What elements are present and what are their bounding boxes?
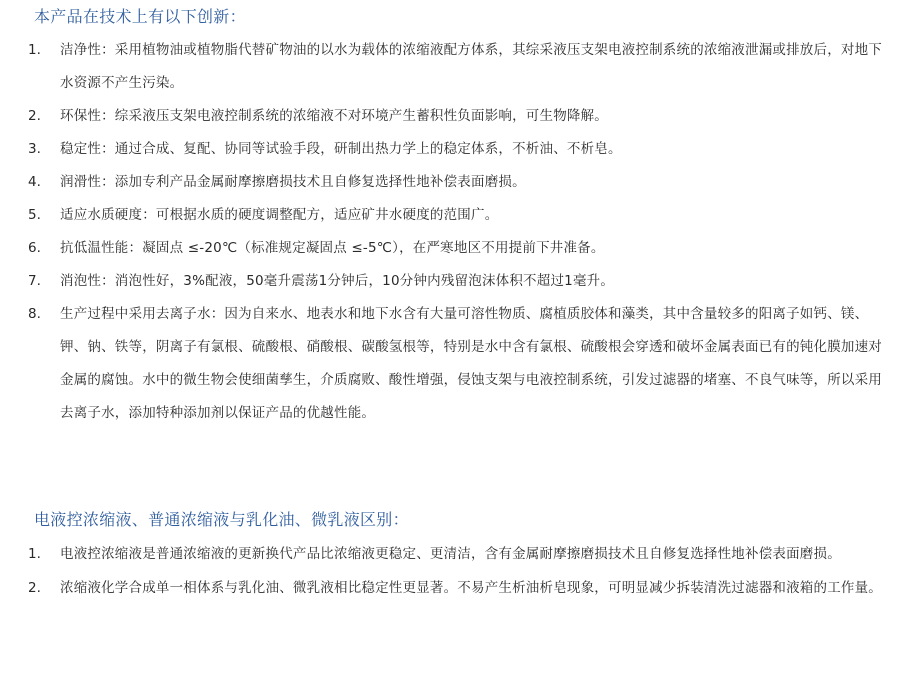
- list-item: [28, 232, 883, 265]
- list-item: [28, 298, 883, 430]
- list-item: [28, 166, 883, 199]
- item-text: 润滑性：添加专利产品金属耐摩擦磨损技术且自修复选择性地补偿表面磨损。: [60, 174, 526, 190]
- item-text: 抗低温性能：凝固点 ≤-20℃（标准规定凝固点 ≤-5℃），在严寒地区不用提前下井准备。: [60, 240, 605, 256]
- item-number: 6.: [28, 240, 41, 256]
- item-number: 8.: [28, 306, 41, 322]
- section-heading: 本产品在技术上有以下创新：: [34, 7, 246, 26]
- item-number: 1.: [28, 42, 41, 58]
- item-text: 消泡性：消泡性好，3%配液，50毫升震荡1分钟后，10分钟内残留泡沫体积不超过1毫升。: [60, 273, 615, 289]
- item-number: 3.: [28, 141, 41, 157]
- item-number: 7.: [28, 273, 41, 289]
- item-text: 环保性：综采液压支架电液控制系统的浓缩液不对环境产生蓄积性负面影响，可生物降解。: [60, 108, 608, 124]
- item-number: 2.: [28, 580, 41, 596]
- list-item: [28, 537, 883, 571]
- list-item: [28, 133, 883, 166]
- item-text: 洁净性：采用植物油或植物脂代替矿物油的以水为载体的浓缩液配方体系，其综采液压支架电液控制系统的浓缩液泄漏或排放后，对地下水资源不产生污染。: [60, 42, 882, 91]
- item-text: 生产过程中采用去离子水：因为自来水、地表水和地下水含有大量可溶性物质、腐植质胶体和藻类，其中含量较多的阳离子如钙、镁、钾、钠、铁等，阴离子有氯根、硫酸根、硝酸根、碳酸氢根等，特别是水中含有氯根、硫酸根会穿透和破坏金属表面已有的钝化膜加速对金属的腐蚀。水中的微生物会使细菌孳生，介质腐败、酸性增强，侵蚀支架与电液控制系统，引发过滤器的堵塞、不良气味等，所以采用去离子水，添加特种添加剂以保证产品的优越性能。: [60, 306, 882, 421]
- item-number: 2.: [28, 108, 41, 124]
- item-text: 稳定性：通过合成、复配、协同等试验手段，研制出热力学上的稳定体系，不析油、不析皂。: [60, 141, 622, 157]
- item-text: 电液控浓缩液是普通浓缩液的更新换代产品比浓缩液更稳定、更清洁，含有金属耐摩擦磨损技术且自修复选择性地补偿表面磨损。: [60, 546, 841, 562]
- item-number: 1.: [28, 546, 41, 562]
- comparison-section: [28, 507, 883, 605]
- comparison-list: [28, 537, 883, 605]
- item-number: 5.: [28, 207, 41, 223]
- list-item: [28, 100, 883, 133]
- innovation-section: [28, 4, 883, 430]
- list-item: [28, 265, 883, 298]
- list-item: [28, 34, 883, 100]
- section-heading: 电液控浓缩液、普通浓缩液与乳化油、微乳液区别：: [34, 510, 409, 529]
- item-text: 适应水质硬度：可根据水质的硬度调整配方，适应矿井水硬度的范围广。: [60, 207, 499, 223]
- item-text: 浓缩液化学合成单一相体系与乳化油、微乳液相比稳定性更显著。不易产生析油析皂现象，可明显减少拆装清洗过滤器和液箱的工作量。: [60, 580, 882, 596]
- item-number: 4.: [28, 174, 41, 190]
- list-item: [28, 199, 883, 232]
- list-item: [28, 571, 883, 605]
- innovation-list: [28, 34, 883, 430]
